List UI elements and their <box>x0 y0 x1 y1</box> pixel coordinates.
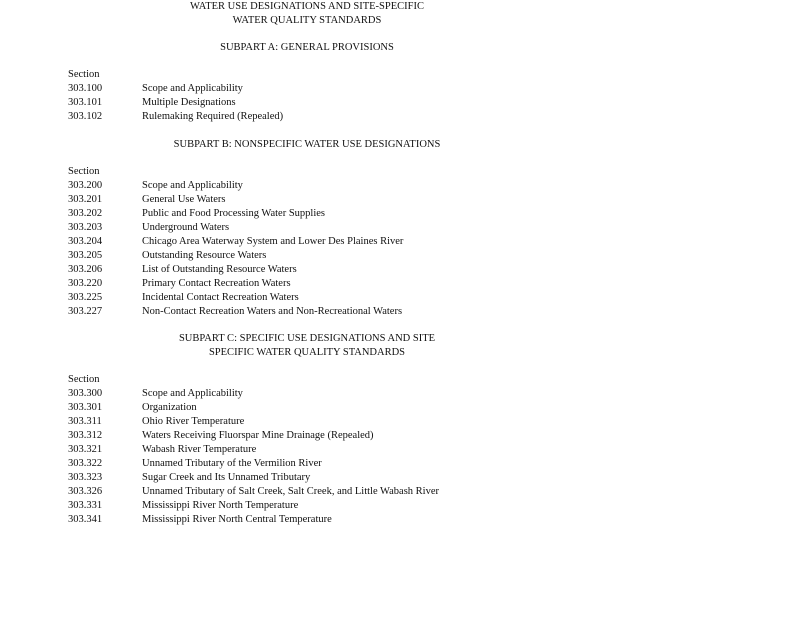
section-label: Section <box>68 166 100 177</box>
section-title: List of Outstanding Resource Waters <box>142 264 297 275</box>
section-row <box>68 263 297 277</box>
section-title: Incidental Contact Recreation Waters <box>142 292 299 303</box>
document-title-line-2: WATER QUALITY STANDARDS <box>232 15 382 26</box>
section-row <box>68 443 256 457</box>
section-number: 303.321 <box>68 444 103 455</box>
section-title: Waters Receiving Fluorspar Mine Drainage (Repealed) <box>142 430 374 441</box>
section-title: Mississippi River North Central Temperature <box>142 514 332 525</box>
section-number: 303.331 <box>68 500 103 511</box>
section-title: Organization <box>142 402 197 413</box>
section-title: Outstanding Resource Waters <box>142 250 267 261</box>
section-number: 303.312 <box>68 430 103 441</box>
section-row <box>68 513 332 527</box>
section-title: Chicago Area Waterway System and Lower Des Plaines River <box>142 236 404 247</box>
section-row <box>68 471 310 485</box>
section-row <box>68 207 325 221</box>
section-row <box>68 277 291 291</box>
section-number: 303.205 <box>68 250 103 261</box>
subpart-b-heading: SUBPART B: NONSPECIFIC WATER USE DESIGNATIONS <box>173 139 441 150</box>
section-title: Sugar Creek and Its Unnamed Tributary <box>142 472 311 483</box>
section-row <box>68 249 266 263</box>
section-number: 303.300 <box>68 388 103 399</box>
section-number: 303.341 <box>68 514 103 525</box>
section-row <box>68 401 197 415</box>
section-row <box>68 387 243 401</box>
section-row <box>68 485 439 499</box>
section-title: Primary Contact Recreation Waters <box>142 278 291 289</box>
section-number: 303.326 <box>68 486 103 497</box>
section-title: Unnamed Tributary of Salt Creek, Salt Creek, and Little Wabash River <box>142 486 439 497</box>
section-number: 303.322 <box>68 458 103 469</box>
section-title: Scope and Applicability <box>142 83 243 94</box>
section-number: 303.201 <box>68 194 103 205</box>
section-label: Section <box>68 69 100 80</box>
section-row <box>68 82 243 96</box>
section-number: 303.202 <box>68 208 103 219</box>
section-title: Non-Contact Recreation Waters and Non-Recreational Waters <box>142 306 403 317</box>
section-row <box>68 429 374 443</box>
section-number: 303.200 <box>68 180 103 191</box>
section-row <box>68 415 244 429</box>
section-title: Scope and Applicability <box>142 388 243 399</box>
section-number: 303.100 <box>68 83 103 94</box>
section-row <box>68 96 236 110</box>
section-number: 303.225 <box>68 292 103 303</box>
section-title: General Use Waters <box>142 194 226 205</box>
section-row <box>68 305 402 319</box>
section-number: 303.206 <box>68 264 103 275</box>
subpart-c-heading-line-2: SPECIFIC WATER QUALITY STANDARDS <box>208 347 406 358</box>
section-row <box>68 235 403 249</box>
section-title: Wabash River Temperature <box>142 444 257 455</box>
section-number: 303.220 <box>68 278 103 289</box>
document-title-line-1: WATER USE DESIGNATIONS AND SITE-SPECIFIC <box>190 1 424 12</box>
section-row <box>68 499 298 513</box>
section-title: Rulemaking Required (Repealed) <box>142 111 284 122</box>
section-number: 303.204 <box>68 236 103 247</box>
section-title: Underground Waters <box>142 222 230 233</box>
section-number: 303.102 <box>68 111 103 122</box>
section-title: Multiple Designations <box>142 97 236 108</box>
section-title: Ohio River Temperature <box>142 416 245 427</box>
section-number: 303.203 <box>68 222 103 233</box>
section-row <box>68 457 322 471</box>
section-number: 303.311 <box>68 416 102 427</box>
section-title: Unnamed Tributary of the Vermilion River <box>142 458 322 469</box>
section-row <box>68 291 299 305</box>
subpart-a-heading: SUBPART A: GENERAL PROVISIONS <box>220 42 394 53</box>
section-title: Public and Food Processing Water Supplies <box>142 208 325 219</box>
section-title: Mississippi River North Temperature <box>142 500 299 511</box>
section-number: 303.101 <box>68 97 103 108</box>
section-row <box>68 221 229 235</box>
section-number: 303.323 <box>68 472 103 483</box>
subpart-c-heading-line-1: SUBPART C: SPECIFIC USE DESIGNATIONS AND SITE <box>178 333 436 344</box>
section-row <box>68 193 226 207</box>
section-row <box>68 110 283 124</box>
section-row <box>68 179 243 193</box>
section-label: Section <box>68 374 100 385</box>
section-title: Scope and Applicability <box>142 180 243 191</box>
section-number: 303.227 <box>68 306 103 317</box>
section-number: 303.301 <box>68 402 103 413</box>
